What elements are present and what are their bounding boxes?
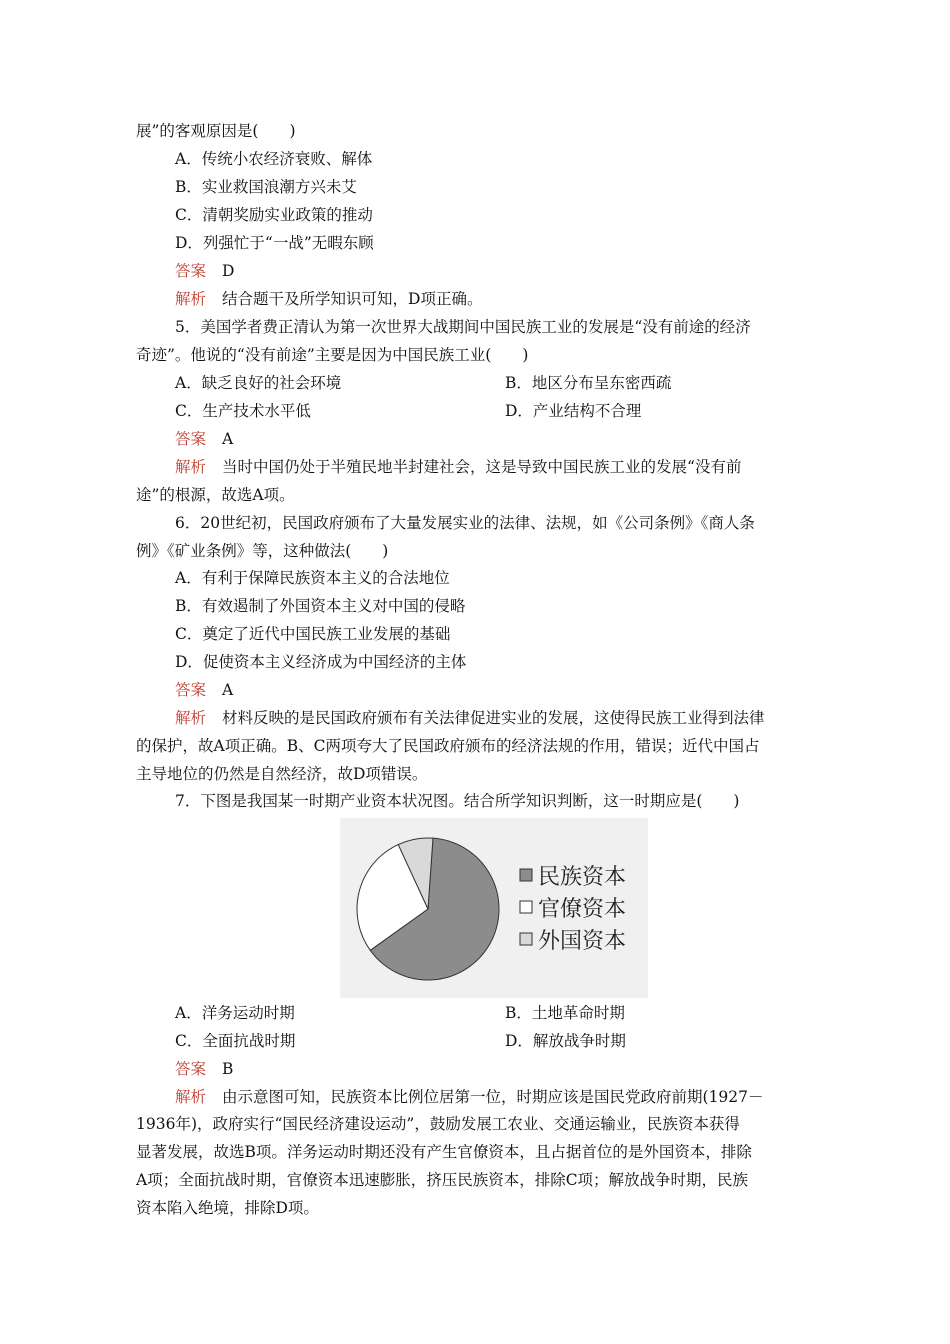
q4-analysis xyxy=(175,289,482,309)
pie-chart xyxy=(340,818,648,998)
answer-value: B xyxy=(222,1060,234,1078)
analysis-text: 由示意图可知，民族资本比例位居第一位，时期应该是国民党政府前期(1927－ xyxy=(222,1088,764,1106)
answer-label: 答案 xyxy=(175,681,207,699)
q6-option-c: C．奠定了近代中国民族工业发展的基础 xyxy=(175,625,451,643)
q7-answer xyxy=(175,1059,233,1079)
q4-option-c: C．清朝奖励实业政策的推动 xyxy=(175,206,373,224)
q6-analysis-line1 xyxy=(175,708,765,728)
q4-option-b: B．实业救国浪潮方兴未艾 xyxy=(175,178,357,196)
answer-label: 答案 xyxy=(175,262,207,280)
analysis-text: 当时中国仍处于半殖民地半封建社会，这是导致中国民族工业的发展“没有前 xyxy=(222,458,742,476)
q7-option-b: B．土地革命时期 xyxy=(505,1004,625,1022)
answer-label: 答案 xyxy=(175,430,207,448)
analysis-label: 解析 xyxy=(175,458,207,476)
q7-option-c: C．全面抗战时期 xyxy=(175,1032,296,1050)
q5-answer xyxy=(175,429,233,449)
q4-option-a: A．传统小农经济衰败、解体 xyxy=(175,150,373,168)
q5-stem-line1: 5．美国学者费正清认为第一次世界大战期间中国民族工业的发展是“没有前途的经济 xyxy=(175,318,751,336)
q5-analysis-line1 xyxy=(175,457,741,477)
answer-value: D xyxy=(222,262,235,280)
q7-option-d: D．解放战争时期 xyxy=(505,1032,626,1050)
q5-option-c: C．生产技术水平低 xyxy=(175,402,311,420)
q7-analysis-line4: A项；全面抗战时期，官僚资本迅速膨胀，挤压民族资本，排除C项；解放战争时期，民族 xyxy=(136,1171,749,1189)
legend-label-national-capital: 民族资本 xyxy=(538,865,627,890)
q4-answer xyxy=(175,261,234,281)
q6-option-d: D．促使资本主义经济成为中国经济的主体 xyxy=(175,653,467,671)
q4-option-d: D．列强忙于“一战”无暇东顾 xyxy=(175,234,374,252)
q7-analysis-line5: 资本陷入绝境，排除D项。 xyxy=(136,1199,319,1217)
q7-option-a: A．洋务运动时期 xyxy=(175,1004,295,1022)
legend-swatch-national-capital xyxy=(520,869,532,881)
legend-label-bureaucratic-capital: 官僚资本 xyxy=(538,897,627,922)
q6-stem-line2: 例》《矿业条例》等，这种做法( ) xyxy=(136,542,389,560)
q7-stem: 7．下图是我国某一时期产业资本状况图。结合所学知识判断，这一时期应是( ) xyxy=(175,792,740,810)
analysis-text: 材料反映的是民国政府颁布有关法律促进实业的发展，这使得民族工业得到法律 xyxy=(222,709,765,727)
analysis-label: 解析 xyxy=(175,709,207,727)
pie-chart-figure xyxy=(340,818,648,998)
q6-stem-line1: 6．20世纪初，民国政府颁布了大量发展实业的法律、法规，如《公司条例》《商人条 xyxy=(175,514,755,532)
answer-label: 答案 xyxy=(175,1060,207,1078)
answer-value: A xyxy=(222,430,234,448)
legend-swatch-foreign-capital xyxy=(520,933,532,945)
q7-analysis-line3: 显著发展，故选B项。洋务运动时期还没有产生官僚资本，且占据首位的是外国资本，排除 xyxy=(136,1143,752,1161)
q6-option-b: B．有效遏制了外国资本主义对中国的侵略 xyxy=(175,597,466,615)
legend-label-foreign-capital: 外国资本 xyxy=(538,929,627,954)
q6-analysis-line3: 主导地位的仍然是自然经济，故D项错误。 xyxy=(136,765,428,783)
q5-option-d: D．产业结构不合理 xyxy=(505,402,642,420)
analysis-text: 结合题干及所学知识可知，D项正确。 xyxy=(222,290,483,308)
legend-swatch-bureaucratic-capital xyxy=(520,901,532,913)
q6-option-a: A．有利于保障民族资本主义的合法地位 xyxy=(175,569,450,587)
answer-value: A xyxy=(222,681,234,699)
analysis-label: 解析 xyxy=(175,1088,207,1106)
q7-analysis-line1 xyxy=(175,1087,764,1107)
q6-analysis-line2: 的保护，故A项正确。B、C两项夸大了民国政府颁布的经济法规的作用，错误；近代中国占 xyxy=(136,737,760,755)
q5-option-a: A．缺乏良好的社会环境 xyxy=(175,374,342,392)
q4-stem: 展”的客观原因是( ) xyxy=(136,122,296,140)
q5-stem-line2: 奇迹”。他说的“没有前途”主要是因为中国民族工业( ) xyxy=(136,346,529,364)
q5-analysis-line2: 途”的根源，故选A项。 xyxy=(136,486,295,504)
q5-option-b: B．地区分布呈东密西疏 xyxy=(505,374,672,392)
q6-answer xyxy=(175,680,233,700)
q7-analysis-line2: 1936年)，政府实行“国民经济建设运动”，鼓励发展工农业、交通运输业，民族资本获得 xyxy=(136,1115,740,1133)
analysis-label: 解析 xyxy=(175,290,207,308)
